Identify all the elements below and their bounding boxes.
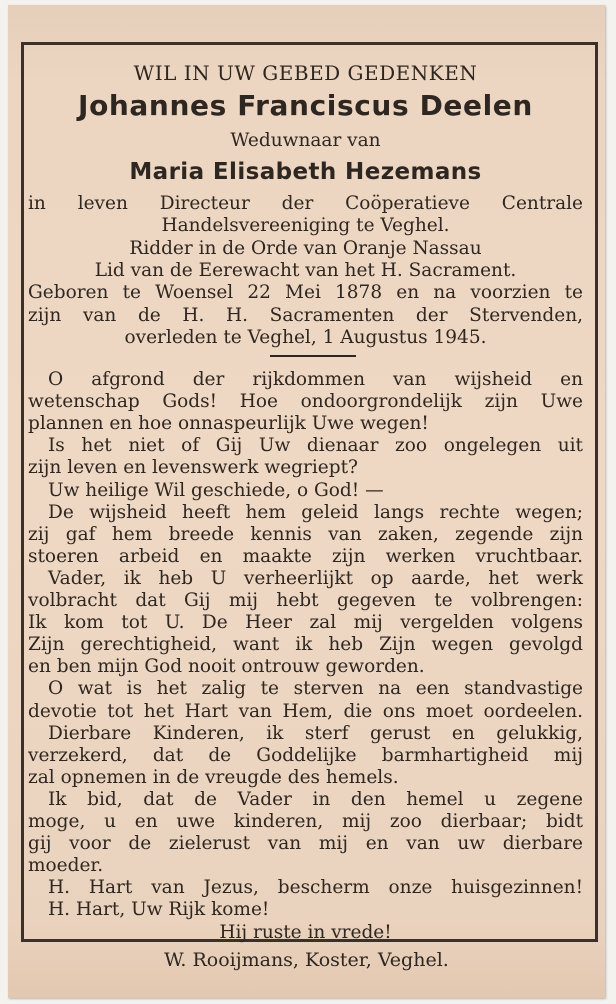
prayer-line: O wat is het zalig te sterven na een standvastige: [48, 678, 583, 700]
prayer-line: Zijn gerechtigheid, want ik heb Zijn wegen gevolgd: [28, 634, 583, 656]
prayer-line: De wijsheid heeft hem geleid langs rechte wegen;: [48, 501, 583, 523]
prayer-line: Dierbare Kinderen, ik sterf gerust en gelukkig,: [48, 722, 583, 744]
spouse-name: Maria Elisabeth Hezemans: [129, 159, 482, 185]
prayer-line: wetenschap Gods! Hoe ondoorgrondelijk zijn Uwe: [28, 391, 583, 413]
biography-line: Geboren te Woensel 22 Mei 1878 en na voorzien te: [28, 282, 583, 304]
biography-line: Ridder in de Orde van Oranje Nassau: [129, 237, 482, 259]
prayer-line: plannen en hoe onnaspeurlijk Uwe wegen!: [28, 413, 429, 435]
prayer-line: Hij ruste in vrede!: [219, 921, 392, 943]
prayer-line: Ik kom tot U. De Heer zal mij vergelden volgens: [28, 612, 583, 634]
prayer-line: zijn leven en levenswerk wegriept?: [28, 457, 358, 479]
prayer-line: zal opnemen in de vreugde des hemels.: [28, 766, 399, 788]
prayer-line: stoeren arbeid en maakte zijn werken vruchtbaar.: [28, 545, 583, 567]
prayer-line: O afgrond der rijkdommen van wijsheid en: [48, 369, 583, 390]
prayer-line: Is het niet of Gij Uw dienaar zoo ongelegen uit: [48, 435, 583, 457]
prayer-line: Uw heilige Wil geschiede, o God! —: [48, 479, 384, 501]
biography-line: zijn van de H. H. Sacramenten der Stervenden,: [28, 304, 583, 326]
prayer-line: gij voor de zielerust van mij en van uw dierbare: [28, 833, 583, 855]
deceased-name: Johannes Franciscus Deelen: [78, 89, 533, 122]
prayer-line: moeder.: [28, 855, 104, 877]
biography-line: Lid van de Eerewacht van het H. Sacrament.: [94, 259, 517, 281]
relation-label: Weduwnaar van: [230, 130, 381, 151]
card-heading: WIL IN UW GEBED GEDENKEN: [133, 61, 478, 85]
prayer-line: volbracht dat Gij mij hebt gegeven te volbrengen:: [28, 590, 583, 611]
biography-line: in leven Directeur der Coöperatieve Centrale: [28, 193, 583, 214]
prayer-line: moge, u en uwe kinderen, mij zoo dierbaar; bidt: [28, 811, 583, 832]
prayer-line: Ik bid, dat de Vader in den hemel u zegene: [48, 788, 583, 810]
prayer-line: en ben mijn God nooit ontrouw geworden.: [28, 656, 425, 678]
prayer-line: devotie tot het Hart van Hem, die ons moet oordeelen.: [28, 700, 583, 722]
printer-credit: W. Rooijmans, Koster, Veghel.: [164, 949, 449, 971]
prayer-line: H. Hart van Jezus, bescherm onze huisgezinnen!: [48, 877, 583, 899]
prayer-line: verzekerd, dat de Goddelijke barmhartigheid mij: [28, 744, 583, 766]
prayer-line: Vader, ik heb U verheerlijkt op aarde, het werk: [48, 567, 583, 589]
biography-line: Handelsvereeniging te Veghel.: [161, 215, 450, 237]
section-divider: [270, 355, 356, 357]
prayer-line: zij gaf hem breede kennis van zaken, zegende zijn: [28, 523, 583, 545]
memorial-card: [8, 5, 605, 998]
prayer-line: H. Hart, Uw Rijk kome!: [48, 899, 270, 921]
biography-line: overleden te Veghel, 1 Augustus 1945.: [124, 326, 487, 348]
